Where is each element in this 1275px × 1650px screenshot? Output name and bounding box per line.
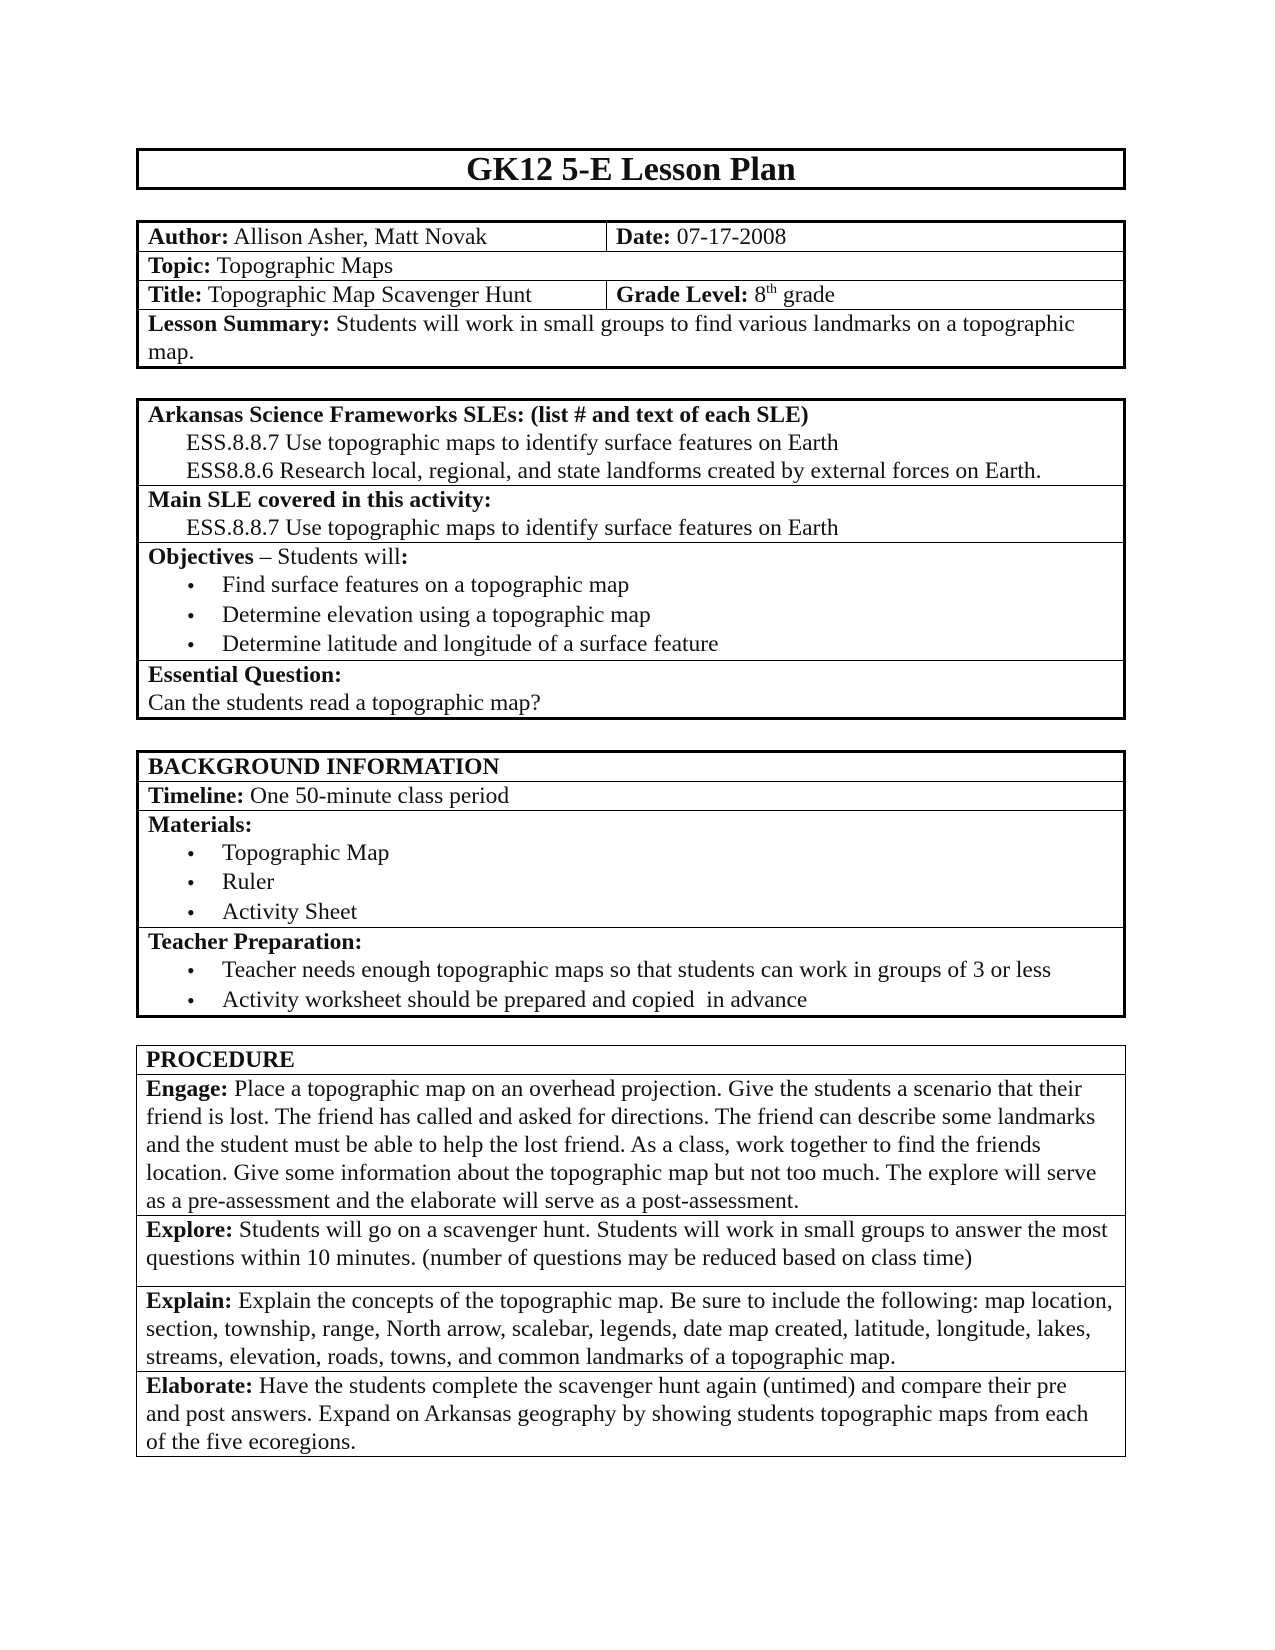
table-row [137, 1216, 1126, 1287]
explore-value: Students will go on a scavenger hunt. Students will work in small groups to answer the most questions within 10 minutes. (number of questions may be reduced based on class time) [146, 1217, 1108, 1271]
title-label: Title: [148, 282, 203, 308]
title-cell [138, 281, 607, 310]
topic-cell [138, 252, 1125, 281]
grade-label: Grade Level: [616, 282, 749, 308]
objectives-list [148, 571, 1123, 660]
list-item: • Ruler [148, 868, 1123, 898]
grade-number: 8 [754, 282, 767, 308]
info-table [136, 220, 1126, 369]
list-item: • Topographic Map [148, 839, 1123, 869]
timeline-label: Timeline: [148, 782, 245, 809]
main-sle-label: Main SLE covered in this activity: [148, 487, 492, 513]
table-row [137, 1046, 1126, 1075]
date-cell [607, 222, 1125, 252]
date-value: 07-17-2008 [676, 224, 787, 250]
list-item: • Teacher needs enough topographic maps so that students can work in groups of 3 or less [148, 956, 1123, 986]
list-item: • Activity worksheet should be prepared and copied in advance [148, 986, 1123, 1016]
list-item: • Determine latitude and longitude of a surface feature [148, 630, 1123, 660]
essential-question-value: Can the students read a topographic map? [148, 689, 541, 716]
objectives-label: Objectives [148, 544, 254, 570]
table-row [138, 310, 1125, 368]
summary-label: Lesson Summary: [148, 311, 331, 337]
explain-label: Explain: [146, 1288, 233, 1314]
teacher-prep-list [148, 956, 1123, 1015]
procedure-table [136, 1045, 1126, 1457]
objectives-heading [148, 543, 1123, 571]
explain-value: Explain the concepts of the topographic map. Be sure to include the following: map location, section, township, range, North arrow, scalebar, legends, date map created, latitude, longitude, lakes, streams, elevation, roads, towns, and common landmarks of a topographic map. [146, 1288, 1113, 1370]
procedure-heading-text: PROCEDURE [146, 1047, 295, 1073]
objectives-intro: – Students will [253, 544, 401, 570]
main-sle-value: ESS.8.8.7 Use topographic maps to identify surface features on Earth [186, 515, 839, 541]
grade-superscript: th [766, 282, 777, 298]
table-row [137, 1372, 1126, 1457]
lesson-plan-page [136, 148, 1126, 1457]
table-row [138, 486, 1125, 543]
elaborate-label: Elaborate: [146, 1373, 254, 1399]
sle-item: ESS8.8.6 Research local, regional, and state landforms created by external forces on Earth. [186, 458, 1042, 484]
sles-cell [138, 400, 1125, 486]
explore-label: Explore: [146, 1217, 234, 1243]
timeline-value: One 50-minute class period [250, 782, 510, 809]
timeline-cell [138, 781, 1125, 810]
teacher-prep-cell [138, 928, 1125, 1017]
engage-value: Place a topographic map on an overhead projection. Give the students a scenario that their friend is lost. The friend has called and asked for directions. The friend can describe some landmarks and the student must be able to help the lost friend. As a class, work together to find the friends location. Give some information about the topographic map but not too much. The explore will serve as a pre-assessment and the elaborate will serve as a post-assessment. [146, 1076, 1097, 1214]
table-row [138, 543, 1125, 661]
table-row [138, 660, 1125, 718]
table-row [138, 281, 1125, 310]
objectives-cell [138, 543, 1125, 661]
summary-cell [138, 310, 1125, 368]
list-item: • Find surface features on a topographic map [148, 571, 1123, 601]
engage-label: Engage: [146, 1076, 229, 1102]
table-row [138, 781, 1125, 810]
background-heading-text: BACKGROUND INFORMATION [148, 753, 500, 780]
objectives-colon: : [400, 544, 409, 570]
sle-item: ESS.8.8.7 Use topographic maps to identify surface features on Earth [186, 430, 839, 456]
table-row [138, 222, 1125, 252]
essential-question-cell [138, 660, 1125, 718]
background-heading [138, 751, 1125, 781]
grade-word: grade [782, 282, 836, 308]
frameworks-table [136, 398, 1126, 720]
list-item: • Activity Sheet [148, 898, 1123, 928]
summary-value: Students will work in small groups to find various landmarks on a topographic map. [148, 311, 1075, 365]
procedure-heading [137, 1046, 1126, 1075]
document-title: GK12 5-E Lesson Plan [136, 148, 1126, 190]
table-row [138, 252, 1125, 281]
teacher-prep-label: Teacher Preparation: [148, 929, 363, 955]
list-item: • Determine elevation using a topographic map [148, 601, 1123, 631]
topic-value: Topographic Maps [216, 253, 394, 279]
materials-list [148, 839, 1123, 928]
elaborate-cell [137, 1372, 1126, 1457]
essential-question-label: Essential Question: [148, 661, 342, 688]
author-label: Author: [148, 224, 229, 250]
table-row [138, 928, 1125, 1017]
engage-cell [137, 1075, 1126, 1216]
table-row [138, 751, 1125, 781]
materials-cell [138, 810, 1125, 928]
date-label: Date: [616, 224, 671, 250]
title-value: Topographic Map Scavenger Hunt [207, 282, 532, 308]
sles-label: Arkansas Science Frameworks SLEs: (list # and text of each SLE) [148, 402, 809, 428]
grade-cell [607, 281, 1125, 310]
explore-cell [137, 1216, 1126, 1287]
table-row [138, 400, 1125, 486]
materials-label: Materials: [148, 811, 253, 838]
author-value: Allison Asher, Matt Novak [233, 224, 488, 250]
background-table [136, 750, 1126, 1019]
author-cell [138, 222, 607, 252]
table-row [137, 1075, 1126, 1216]
explain-cell [137, 1287, 1126, 1372]
main-sle-cell [138, 486, 1125, 543]
table-row [138, 810, 1125, 928]
topic-label: Topic: [148, 253, 212, 279]
table-row [137, 1287, 1126, 1372]
elaborate-value: Have the students complete the scavenger hunt again (untimed) and compare their pre and post answers. Expand on Arkansas geography by showing students topographic maps from each of the five ecoregions. [146, 1373, 1089, 1455]
